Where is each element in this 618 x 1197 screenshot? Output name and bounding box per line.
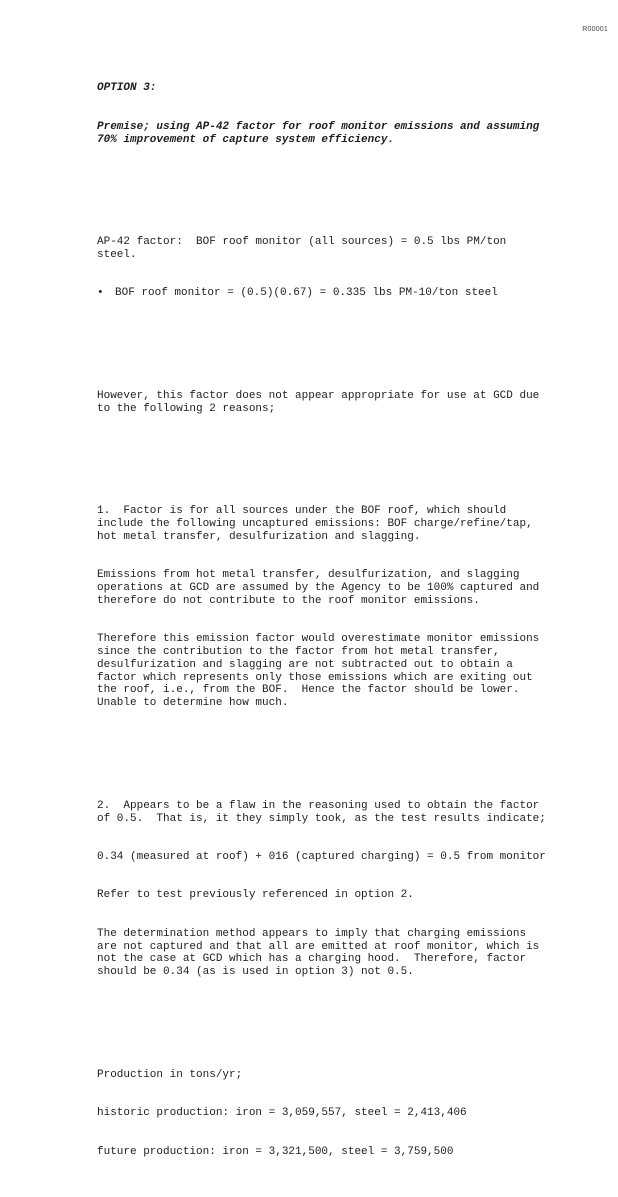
ap42-factor-text: AP-42 factor: BOF roof monitor (all sources) = 0.5 lbs PM/ton steel.: [97, 236, 513, 261]
reason-1-emissions-paragraph: Emissions from hot metal transfer, desulfurization, and slagging operations at GCD are assumed by the Agency to be 100% captured and therefore do not contribute to the roof monitor emissions.: [97, 569, 546, 607]
reason-2-reference: Refer to test previously referenced in option 2.: [97, 889, 414, 902]
however-paragraph: However, this factor does not appear appropriate for use at GCD due to the following 2 reasons;: [97, 389, 546, 415]
factor-bullet: [97, 287, 547, 300]
memo-body: [97, 44, 547, 1197]
document-id: R00001: [582, 26, 608, 33]
reason-2-conclusion-paragraph: The determination method appears to imply that charging emissions are not captured and that all are emitted at roof monitor, which is not the case at GCD which has a charging hood. Therefore, factor should be 0.34 (as is used in option 3) not 0.5.: [97, 927, 546, 979]
reason-1-conclusion-paragraph: Therefore this emission factor would overestimate monitor emissions since the contribution to the factor from hot metal transfer, desulfurization and slagging are not subtracted out to obtain a factor which represents only those emissions which are exiting out the roof, i.e., from the BOF. Hence the factor should be lower. Unable to determine how much.: [97, 633, 546, 710]
factor-bullet-text: BOF roof monitor = (0.5)(0.67) = 0.335 lbs PM-10/ton steel: [115, 287, 498, 300]
future-production: future production: iron = 3,321,500, steel = 3,759,500: [97, 1145, 454, 1158]
reason-2-equation: 0.34 (measured at roof) + 016 (captured charging) = 0.5 from monitor: [97, 851, 546, 864]
option-heading: OPTION 3:: [97, 82, 157, 95]
bullet-icon: •: [97, 287, 104, 300]
premise-heading: Premise; using AP-42 factor for roof monitor emissions and assuming 70% improvement of capture system efficiency.: [97, 120, 546, 146]
production-title: Production in tons/yr;: [97, 1068, 243, 1081]
historic-production: historic production: iron = 3,059,557, steel = 2,413,406: [97, 1107, 467, 1120]
reason-1-paragraph: 1. Factor is for all sources under the BOF roof, which should include the following uncaptured emissions: BOF charge/refine/tap, hot metal transfer, desulfurization and slagging.: [97, 505, 540, 543]
reason-2-paragraph: 2. Appears to be a flaw in the reasoning used to obtain the factor of 0.5. That is, it they simply took, as the test results indicate;: [97, 799, 546, 825]
